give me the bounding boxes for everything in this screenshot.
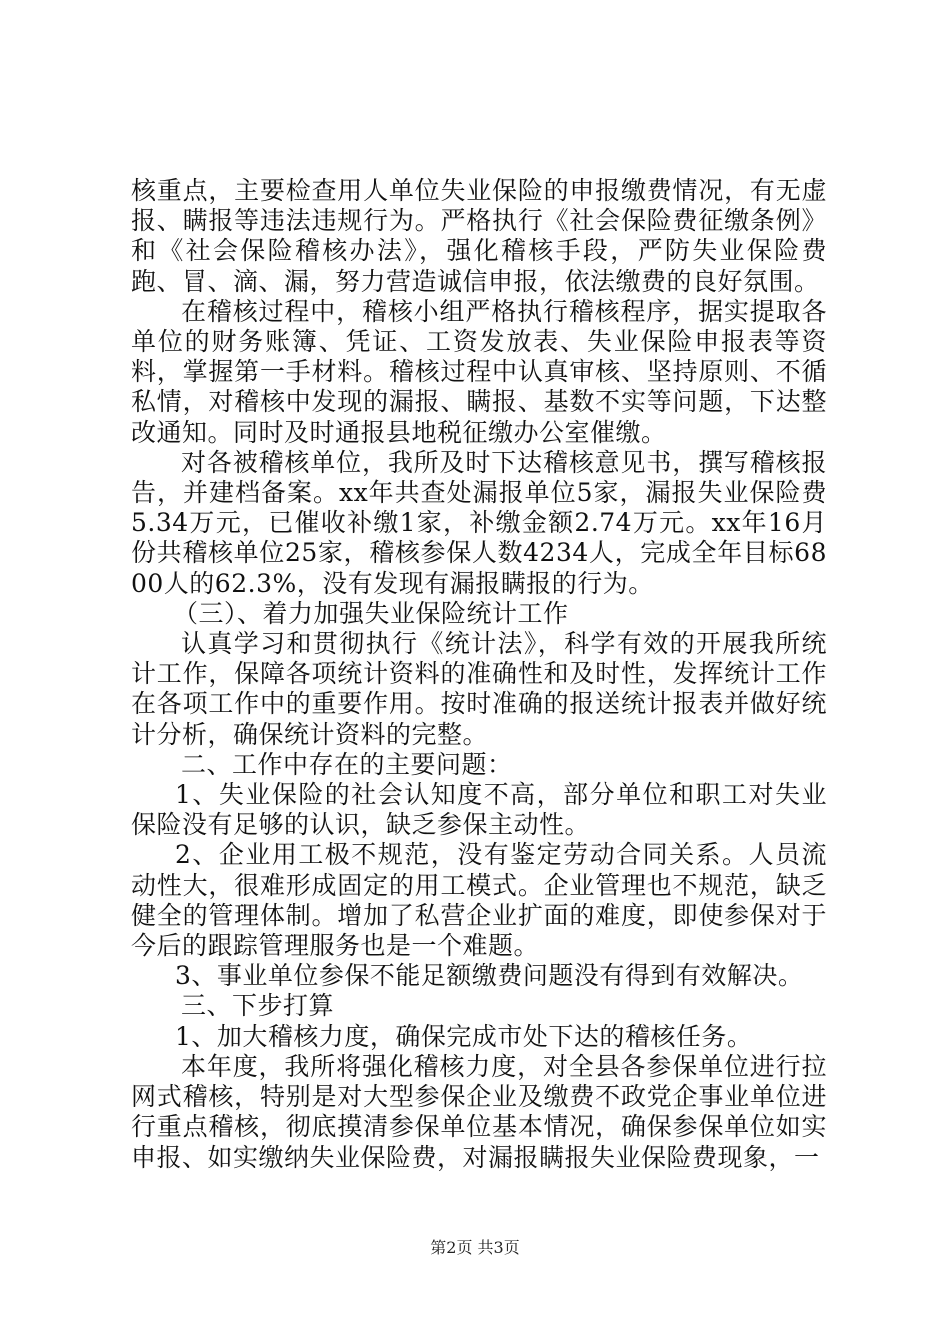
paragraph-problem-2: 2、企业用工极不规范，没有鉴定劳动合同关系。人员流动性大，很难形成固定的用工模式。企业管理也不规范，缺乏健全的管理体制。增加了私营企业扩面的难度，即使参保对于今后的跟踪管理服务也是一个难题。 bbox=[131, 840, 827, 961]
section-heading-statistics: （三）、着力加强失业保险统计工作 bbox=[173, 598, 569, 628]
section-heading-problems: 二、工作中存在的主要问题： bbox=[181, 749, 513, 779]
page-number-footer: 第2页 共3页 bbox=[430, 1238, 520, 1257]
paragraph-audit-focus: 核重点，主要检查用人单位失业保险的申报缴费情况，有无虚报、瞒报等违法违规行为。严格执行《社会保险费征缴条例》和《社会保险稽核办法》，强化稽核手段，严防失业保险费跑、冒、滴、漏，努力营造诚信申报，依法缴费的良好氛围。 bbox=[131, 176, 827, 296]
paragraph-problem-3: 3、事业单位参保不能足额缴费问题没有得到有效解决。 bbox=[175, 961, 804, 991]
paragraph-problem-1: 1、失业保险的社会认知度不高，部分单位和职工对失业保险没有足够的认识，缺乏参保主动性。 bbox=[131, 780, 827, 840]
paragraph-next-step-1: 1、加大稽核力度，确保完成市处下达的稽核任务。 bbox=[175, 1021, 753, 1051]
paragraph-next-step-detail: 本年度，我所将强化稽核力度，对全县各参保单位进行拉网式稽核，特别是对大型参保企业及缴费不政党企事业单位进行重点稽核，彻底摸清参保单位基本情况，确保参保单位如实申报、如实缴纳失业保险费，对漏报瞒报失业保险费现象，一 bbox=[131, 1051, 827, 1172]
document-body bbox=[131, 176, 827, 1173]
paragraph-audit-results: 对各被稽核单位，我所及时下达稽核意见书，撰写稽核报告，并建档备案。xx年共查处漏报单位5家，漏报失业保险费5.34万元，已催收补缴1家，补缴金额2.74万元。xx年16月份共稽核单位25家，稽核参保人数4234人，完成全年目标6800人的62.3%，没有发现有漏报瞒报的行为。 bbox=[131, 447, 827, 598]
paragraph-statistics: 认真学习和贯彻执行《统计法》，科学有效的开展我所统计工作，保障各项统计资料的准确性和及时性，发挥统计工作在各项工作中的重要作用。按时准确的报送统计报表并做好统计分析，确保统计资料的完整。 bbox=[131, 629, 827, 749]
paragraph-audit-process: 在稽核过程中，稽核小组严格执行稽核程序，据实提取各单位的财务账簿、凭证、工资发放表、失业保险申报表等资料，掌握第一手材料。稽核过程中认真审核、坚持原则、不循私情，对稽核中发现的漏报、瞒报、基数不实等问题，下达整改通知。同时及时通报县地税征缴办公室催缴。 bbox=[131, 296, 827, 447]
section-heading-next-steps: 三、下步打算 bbox=[181, 991, 335, 1021]
